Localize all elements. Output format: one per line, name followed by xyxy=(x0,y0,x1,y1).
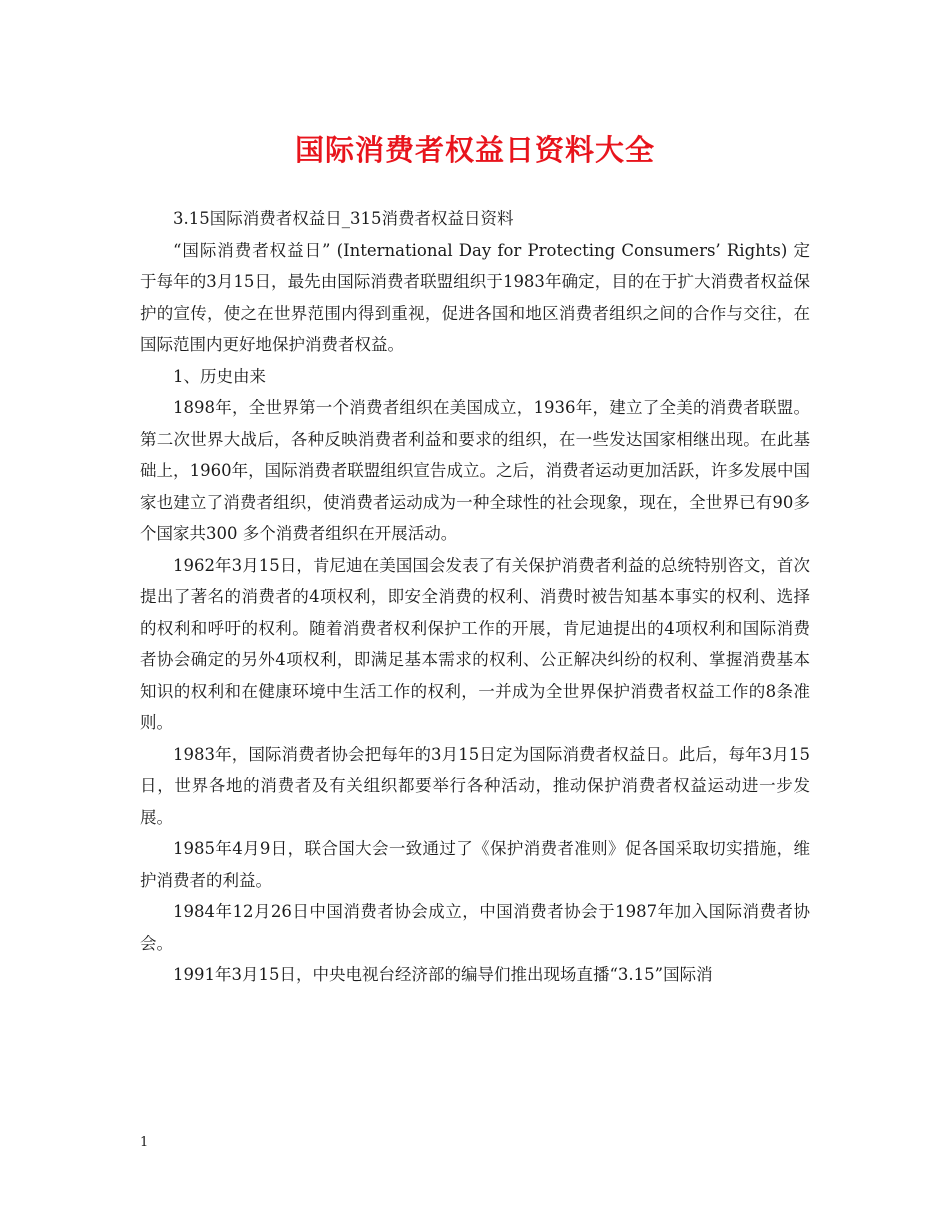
document-body xyxy=(140,203,810,991)
intro-paragraph: “国际消费者权益日” (International Day for Protecting Consumers’ Rights) 定于每年的3月15日，最先由国际消费者联盟组织于1983年确定，目的在于扩大消费者权益保护的宣传，使之在世界范围内得到重视，促进各国和地区消费者组织之间的合作与交往，在国际范围内更好地保护消费者权益。 xyxy=(140,240,810,354)
history-paragraph-1984: 1984年12月26日中国消费者协会成立，中国消费者协会于1987年加入国际消费者协会。 xyxy=(140,902,810,953)
document-title: 国际消费者权益日资料大全 xyxy=(294,133,655,167)
page-number: 1 xyxy=(140,1135,149,1150)
history-paragraph-1991: 1991年3月15日，中央电视台经济部的编导们推出现场直播“3.15”国际消 xyxy=(173,965,713,984)
section-heading-history: 1、历史由来 xyxy=(173,366,266,386)
history-paragraph-1983: 1983年，国际消费者协会把每年的3月15日定为国际消费者权益日。此后，每年3月15日，世界各地的消费者及有关组织都要举行各种活动，推动保护消费者权益运动进一步发展。 xyxy=(140,744,810,827)
history-paragraph-1898: 1898年，全世界第一个消费者组织在美国成立，1936年，建立了全美的消费者联盟。第二次世界大战后，各种反映消费者利益和要求的组织，在一些发达国家相继出现。在此基础上，1960年，国际消费者联盟组织宣告成立。之后，消费者运动更加活跃，许多发展中国家也建立了消费者组织，使消费者运动成为一种全球性的社会现象，现在，全世界已有90多个国家共300 多个消费者组织在开展活动。 xyxy=(140,398,810,543)
subtitle-paragraph: 3.15国际消费者权益日_315消费者权益日资料 xyxy=(173,209,514,228)
history-paragraph-1962: 1962年3月15日，肯尼迪在美国国会发表了有关保护消费者利益的总统特别咨文，首次提出了著名的消费者的4项权利，即安全消费的权利、消费时被告知基本事实的权利、选择的权利和呼吁的权利。随着消费者权利保护工作的开展，肯尼迪提出的4项权利和国际消费者协会确定的另外4项权利，即满足基本需求的权利、公正解决纠纷的权利、掌握消费基本知识的权利和在健康环境中生活工作的权利，一并成为全世界保护消费者权益工作的8条准则。 xyxy=(140,555,810,732)
history-paragraph-1985: 1985年4月9日，联合国大会一致通过了《保护消费者准则》促各国采取切实措施，维护消费者的利益。 xyxy=(140,839,810,890)
